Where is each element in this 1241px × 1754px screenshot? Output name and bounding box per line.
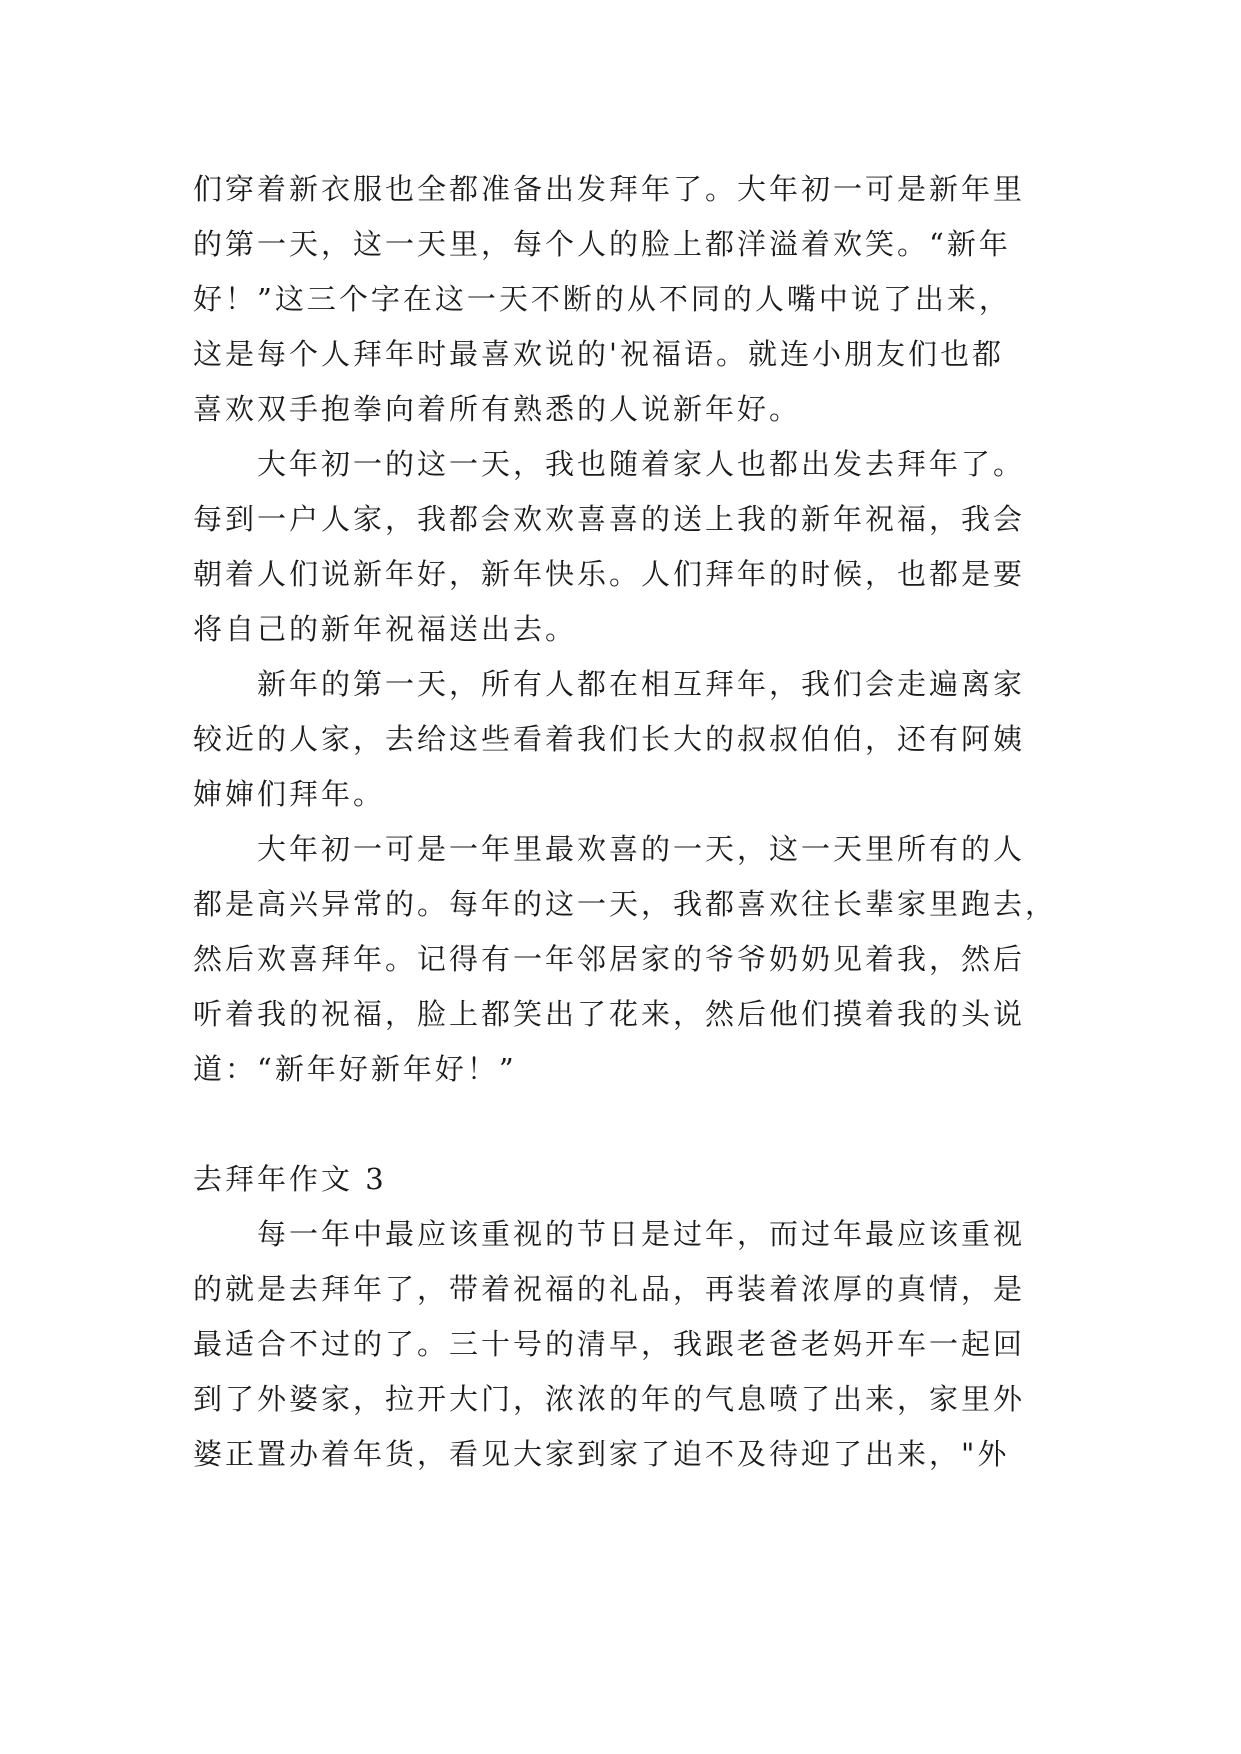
text-line: 婆正置办着年货，看见大家到家了迫不及待迎了出来，"外 bbox=[193, 1437, 1010, 1471]
section-spacer bbox=[193, 1097, 1073, 1152]
text-line: 们穿着新衣服也全都准备出发拜年了。大年初一可是新年里 bbox=[193, 172, 1026, 206]
text-line: 最适合不过的了。三十号的清早，我跟老爸老妈开车一起回 bbox=[193, 1327, 1026, 1361]
text-line: 喜欢双手抱拳向着所有熟悉的人说新年好。 bbox=[193, 392, 802, 426]
text-line: 较近的人家，去给这些看着我们长大的叔叔伯伯，还有阿姨 bbox=[193, 722, 1026, 756]
text-line: 然后欢喜拜年。记得有一年邻居家的爷爷奶奶见着我，然后 bbox=[193, 942, 1026, 976]
text-line: 这是每个人拜年时最喜欢说的'祝福语。就连小朋友们也都 bbox=[193, 337, 1004, 371]
text-line: 听着我的祝福，脸上都笑出了花来，然后他们摸着我的头说 bbox=[193, 997, 1026, 1031]
text-line: 到了外婆家，拉开大门，浓浓的年的气息喷了出来，家里外 bbox=[193, 1382, 1026, 1416]
essay-body bbox=[193, 162, 1073, 1482]
text-line: 每到一户人家，我都会欢欢喜喜的送上我的新年祝福，我会 bbox=[193, 502, 1026, 536]
section-title: 去拜年作文 3 bbox=[193, 1162, 387, 1196]
text-line: 婶婶们拜年。 bbox=[193, 777, 386, 811]
text-line: 将自己的新年祝福送出去。 bbox=[193, 612, 578, 646]
text-line: 好！”这三个字在这一天不断的从不同的人嘴中说了出来， bbox=[193, 282, 1011, 316]
text-line: 每一年中最应该重视的节日是过年，而过年最应该重视 bbox=[193, 1217, 1026, 1251]
text-line: 大年初一的这一天，我也随着家人也都出发去拜年了。 bbox=[193, 447, 1026, 481]
text-line: 朝着人们说新年好，新年快乐。人们拜年的时候，也都是要 bbox=[193, 557, 1026, 591]
text-line: 的就是去拜年了，带着祝福的礼品，再装着浓厚的真情，是 bbox=[193, 1272, 1026, 1306]
text-line: 的第一天，这一天里，每个人的脸上都洋溢着欢笑。“新年 bbox=[193, 227, 1011, 261]
text-line: 新年的第一天，所有人都在相互拜年，我们会走遍离家 bbox=[193, 667, 1026, 701]
text-line: 大年初一可是一年里最欢喜的一天，这一天里所有的人 bbox=[193, 832, 1026, 866]
text-line: 道：“新年好新年好！” bbox=[193, 1052, 517, 1086]
text-line: 都是高兴异常的。每年的这一天，我都喜欢往长辈家里跑去， bbox=[193, 887, 1058, 921]
